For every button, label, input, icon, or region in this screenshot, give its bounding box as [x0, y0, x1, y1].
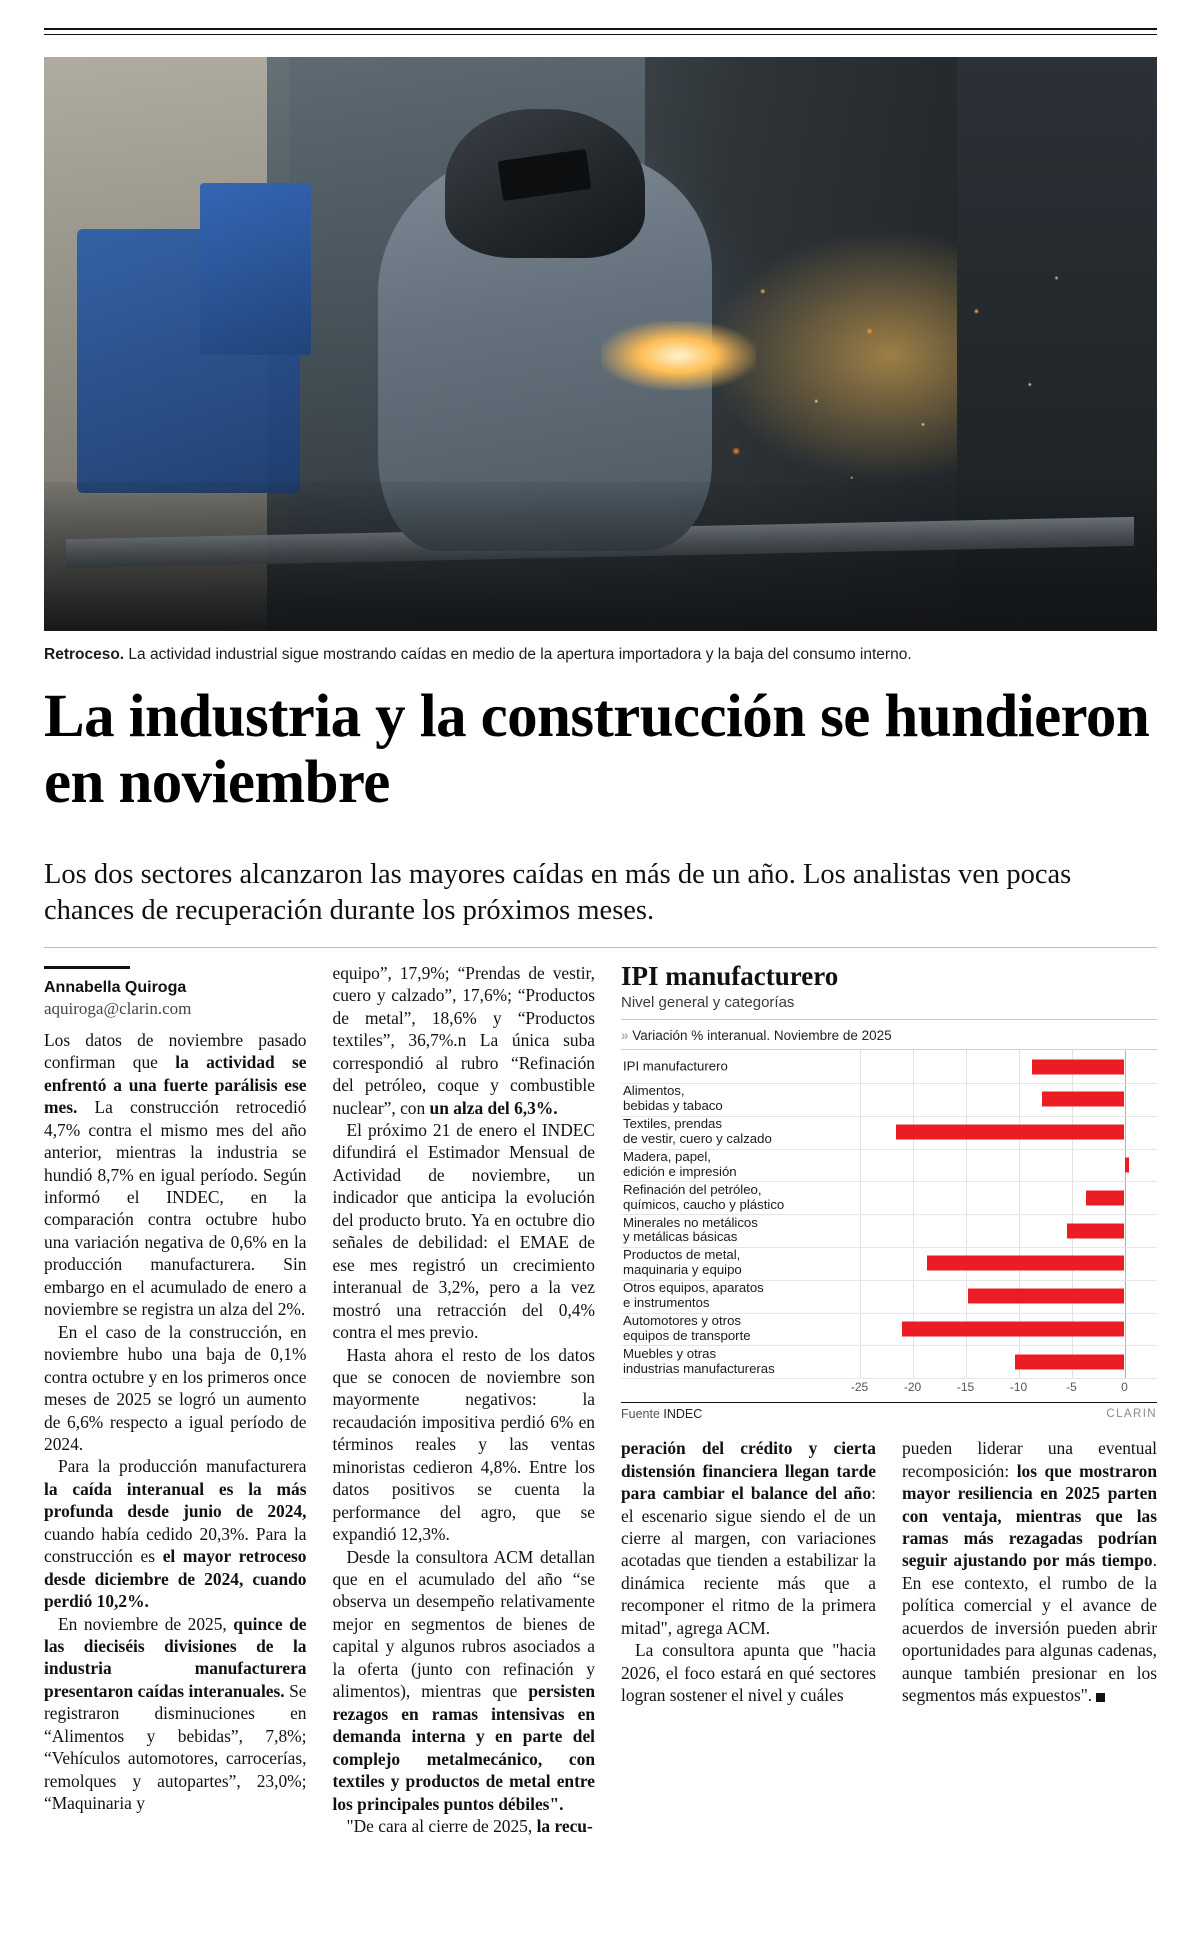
chart-category-label: Refinación del petróleo, químicos, caucho y plástico	[623, 1181, 785, 1212]
chart-bar	[1032, 1059, 1124, 1074]
chart-row	[621, 1313, 1157, 1347]
caption-text: La actividad industrial sigue mostrando caídas en medio de la apertura importadora y la baja del consumo interno.	[124, 646, 912, 663]
byline-author: Annabella Quiroga	[44, 978, 187, 996]
top-rules	[44, 0, 1157, 35]
paragraph: peración del crédito y cierta distensión financiera llegan tarde para cambiar el balance del año: el escenario sigue siendo el de un cierre al margen, con variaciones acotadas que tienden a estabilizar la dinámica reciente más que a recomponer el ritmo de la primera mitad", agrega ACM.	[621, 1438, 876, 1638]
chart-category-label: Automotores y otros equipos de transporte	[623, 1313, 751, 1343]
article-column-4-text	[902, 1437, 1157, 1706]
chart-row	[621, 1149, 1157, 1183]
byline-email[interactable]: aquiroga@clarin.com	[44, 998, 192, 1018]
byline-rule	[44, 966, 130, 969]
end-mark	[1096, 1693, 1105, 1702]
chart-category-label: Minerales no metálicos y metálicas básicas	[623, 1214, 758, 1245]
caption-lead: Retroceso.	[44, 646, 125, 663]
paragraph: Hasta ahora el resto de los datos que se conocen de noviembre son mayormente negativos: la recaudación impositiva perdió 6% en términos reales y las ventas minoristas cedieron 4,8%. Entre los datos positivos se cuenta la performance del agro, que se expandió 12,3%.	[332, 1344, 595, 1545]
paragraph: En noviembre de 2025, quince de las dieciséis divisiones de la industria manufacturera presentaron caídas interanuales. Se registraron disminuciones en “Alimentos y bebidas”, 7,8%; “Vehículos automotores, carrocerías, remolques y autopartes”, 23,0%; “Maquinaria y	[44, 1613, 307, 1814]
chart-category-label: Muebles y otras industrias manufactureras	[623, 1345, 775, 1376]
chart-row	[621, 1280, 1157, 1314]
article-column-2-text	[333, 962, 596, 1838]
chart-bar	[1125, 1157, 1129, 1172]
chart-source-label: Fuente	[621, 1407, 660, 1422]
chart-row	[621, 1247, 1157, 1281]
chart-bar	[1042, 1092, 1125, 1107]
paragraph: Para la producción manufacturera la caída interanual es la más profunda desde junio de 2024, cuando había cedido 20,3%. Para la construcción es el mayor retroceso desde diciembre de 2024, cuando perdió 10,2%.	[44, 1456, 307, 1612]
chart-subtitle: Nivel general y categorías	[621, 994, 795, 1012]
article-column-4	[902, 1437, 1157, 1706]
chart-bar	[968, 1289, 1125, 1304]
paragraph: En el caso de la construcción, en noviembre hubo una baja de 0,1% contra octubre y en los primeros once meses de 2025 se logró un aumento de 6,6% respecto a igual período de 2024.	[44, 1321, 307, 1454]
photo-caption	[44, 645, 1157, 664]
chart-tick-label: 0	[1121, 1380, 1128, 1395]
chart-tick-label: -10	[1009, 1380, 1028, 1395]
chart-note	[621, 1028, 1157, 1043]
article-body	[44, 962, 1157, 1838]
chart-bar	[1086, 1190, 1124, 1205]
lower-columns	[621, 1437, 1157, 1706]
paragraph: equipo”, 17,9%; “Prendas de vestir, cuero y calzado”, 17,6%; “Productos de metal”, 18,6% y “Productos textiles”, 36,7%.n La única suba correspondió al rubro “Refinación del petróleo, coque y combustible nuclear”, con un alza del 6,3%.	[332, 962, 595, 1118]
photo-machine-secondary	[200, 183, 311, 355]
chart-tick-label: -25	[850, 1380, 869, 1395]
paragraph: pueden liderar una eventual recomposición: los que mostraron mayor resiliencia en 2025 parten con ventaja, mientras que las ramas más rezagadas podrían seguir ajustando por más tiempo. En ese contexto, el rumbo de la política comercial y el avance de acuerdos de inversión pueden abrir oportunidades para algunas cadenas, aunque también presionar en los segmentos más expuestos".	[902, 1438, 1157, 1706]
page-title: La industria y la construcción se hundieron en noviembre	[44, 683, 1150, 817]
lead-photo	[44, 57, 1157, 631]
chart-footer	[621, 1402, 1157, 1421]
photo-floor	[44, 482, 1157, 631]
chart-bar	[1015, 1354, 1124, 1369]
chart-category-label: Textiles, prendas de vestir, cuero y calzado	[623, 1116, 772, 1147]
article-column-3-text	[621, 1437, 876, 1706]
chart-title: IPI manufacturero	[621, 960, 839, 991]
paragraph: Los datos de noviembre pasado confirman que la actividad se enfrentó a una fuerte parálisis ese mes. La construcción retrocedió 4,7% contra el mismo mes del año anterior, mientras la industria se hundió 8,7% en igual período. Según informó el INDEC, en la comparación contra octubre hubo una variación negativa de 0,6% en la producción manufacturera. Sin embargo en el acumulado de enero a noviembre se registra un alza del 2%.	[44, 1029, 307, 1320]
paragraph: El próximo 21 de enero el INDEC difundirá el Estimador Mensual de Actividad de noviembre, un indicador que anticipa la evolución del producto bruto. Ya en octubre dio señales de debilidad: el EMAE de ese mes registró un crecimiento interanual de 3,2%, pero a la vez mostró una retracción del 0,4% contra el mes previo.	[332, 1119, 595, 1343]
chart-ipi-manufacturero	[621, 962, 1157, 1421]
chart-rule	[621, 1019, 1157, 1020]
rule-thin	[44, 34, 1157, 35]
divider	[44, 947, 1157, 948]
chart-bar	[927, 1256, 1124, 1271]
chart-tick-label: -5	[1066, 1380, 1077, 1395]
article-column-1	[44, 962, 307, 1838]
chart-row	[621, 1214, 1157, 1248]
chart-plot	[621, 1049, 1157, 1400]
chart-row	[621, 1181, 1157, 1215]
standfirst: Los dos sectores alcanzaron las mayores caídas en más de un año. Los analistas ven pocas chances de recuperación durante los próximos meses.	[44, 858, 1072, 926]
chart-bar	[902, 1321, 1125, 1336]
chart-source-value: INDEC	[663, 1407, 703, 1422]
chart-tick-label: -20	[903, 1380, 922, 1395]
chart-category-label: Productos de metal, maquinaria y equipo	[623, 1247, 742, 1278]
rule-thick	[44, 28, 1157, 30]
article-column-1-text	[44, 1029, 307, 1815]
chart-row	[621, 1116, 1157, 1150]
article-column-3	[621, 1437, 876, 1706]
paragraph: Desde la consultora ACM detallan que en el acumulado del año “se observa un desempeño relativamente mejor en segmentos de bienes de capital y algunos rubros asociados a la oferta (junto con refinación y alimentos), mientras que persisten rezagos en ramas intensivas en demanda interna y en parte del complejo metalmecánico, con textiles y productos de metal entre los principales puntos débiles".	[332, 1546, 595, 1814]
chart-category-label: Madera, papel, edición e impresión	[623, 1149, 737, 1179]
chart-category-label: Otros equipos, aparatos e instrumentos	[623, 1280, 764, 1311]
chart-row	[621, 1345, 1157, 1379]
chart-row	[621, 1050, 1157, 1084]
photo-image	[44, 57, 1157, 631]
chart-note-text: Variación % interanual. Noviembre de 2025	[632, 1028, 892, 1044]
chart-row	[621, 1083, 1157, 1117]
chart-x-axis	[621, 1380, 1157, 1400]
paragraph: La consultora apunta que "hacia 2026, el foco estará en qué sectores logran sostener el nivel y cuáles	[621, 1640, 876, 1706]
article-column-2	[333, 962, 596, 1838]
chart-bar	[896, 1125, 1125, 1140]
chart-tick-label: -15	[956, 1380, 975, 1395]
chart-note-marker: »	[621, 1028, 629, 1044]
chart-source	[621, 1407, 702, 1421]
paragraph: "De cara al cierre de 2025, la recu-	[346, 1816, 593, 1837]
chart-bar	[1067, 1223, 1124, 1238]
chart-category-label: Alimentos, bebidas y tabaco	[623, 1083, 723, 1114]
chart-brand: CLARIN	[1106, 1408, 1157, 1421]
chart-category-label: IPI manufacturero	[623, 1058, 728, 1074]
chart-and-lower-columns	[621, 962, 1157, 1838]
